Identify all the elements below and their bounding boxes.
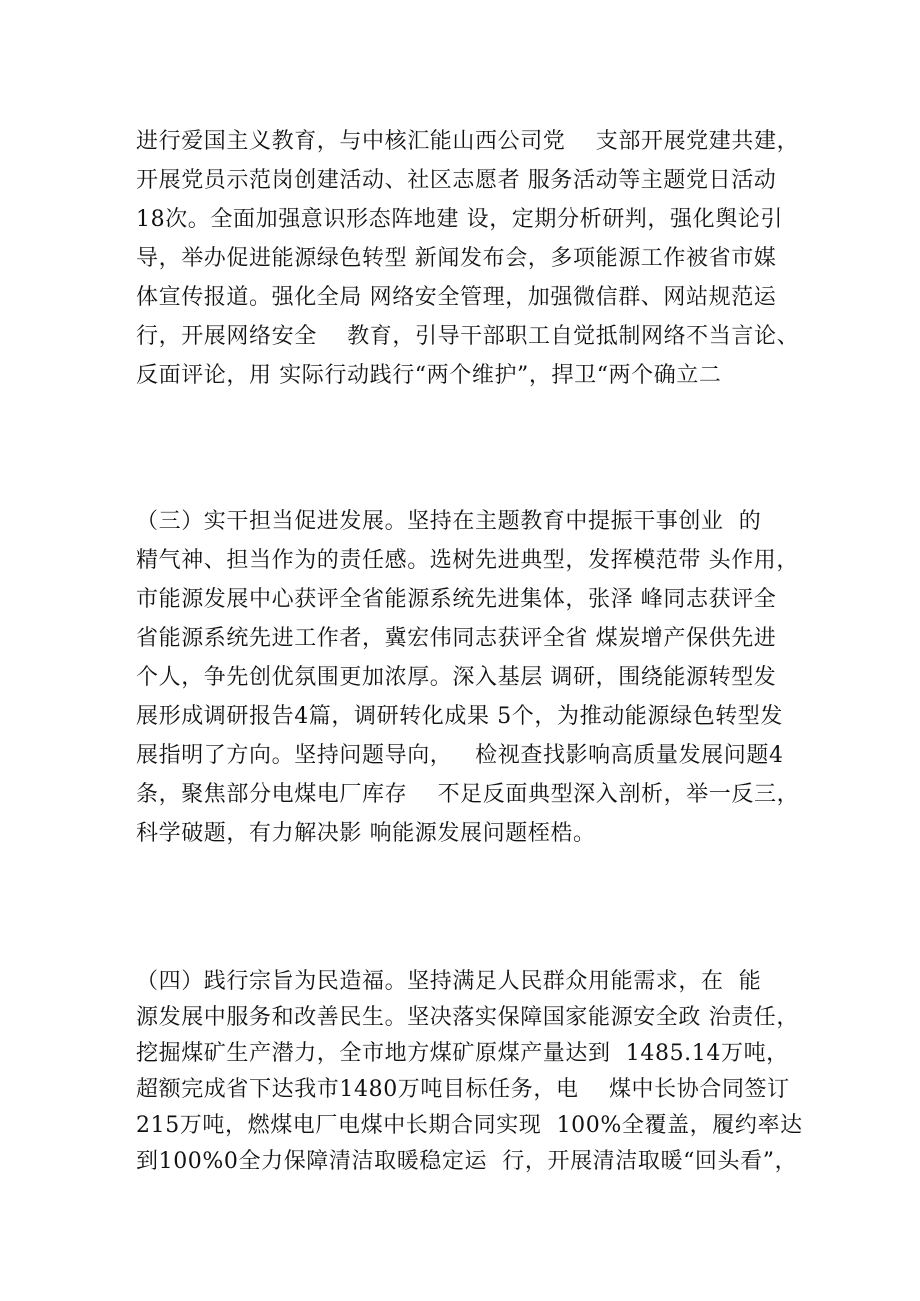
section-heading-line: （三）实干担当促进发展。坚持在主题教育中提振干事创业 的: [136, 509, 762, 534]
text-line: 超额完成省下达我市1480万吨目标任务，电 煤中长协合同签订: [136, 1077, 790, 1102]
text-line: 体宣传报道。强化全局 网络安全管理，加强微信群、网站规范运: [136, 285, 777, 310]
text-line: 个人，争先创优氛围更加浓厚。深入基层 调研，围绕能源转型发: [136, 665, 777, 690]
text-line: 市能源发展中心获评全省能源系统先进集体，张泽 峰同志获评全: [136, 587, 777, 612]
text-line: 行，开展网络安全 教育，引导干部职工自觉抵制网络不当言论、: [136, 324, 800, 349]
text-line: 导，举办促进能源绿色转型 新闻发布会，多项能源工作被省市媒: [136, 246, 777, 271]
paragraph-party-building: [136, 122, 806, 395]
section-heading-line: （四）践行宗旨为民造福。坚持满足人民群众用能需求，在 能: [136, 969, 762, 994]
text-line: 进行爱国主义教育，与中核汇能山西公司党 支部开展党建共建，: [136, 129, 800, 154]
text-line: 开展党员示范岗创建活动、社区志愿者 服务活动等主题党日活动: [136, 168, 777, 193]
text-line: 科学破题，有力解决影 响能源发展问题桎梏。: [136, 821, 596, 846]
text-line: 精气神、担当作为的责任感。选树先进典型，发挥模范带 头作用，: [136, 548, 799, 573]
text-line: 展指明了方向。坚持问题导向， 检视查找影响高质量发展问题4: [136, 743, 784, 768]
text-line: 到100%0全力保障清洁取暖稳定运 行，开展清洁取暖“回头看”，: [136, 1149, 798, 1174]
text-line: 省能源系统先进工作者，冀宏伟同志获评全省 煤炭增产保供先进: [136, 626, 777, 651]
paragraph-section-three: [136, 502, 806, 853]
text-line: 展形成调研报告4篇，调研转化成果 5个，为推动能源绿色转型发: [136, 704, 783, 729]
text-line: 挖掘煤矿生产潜力，全市地方煤矿原煤产量达到 1485.14万吨，: [136, 1041, 789, 1066]
text-line: 条，聚焦部分电煤电厂库存 不足反面典型深入剖析，举一反三，: [136, 782, 800, 807]
text-line: 18次。全面加强意识形态阵地建 设，定期分析研判，强化舆论引: [136, 207, 783, 232]
text-line: 源发展中服务和改善民生。坚决落实保障国家能源安全政 治责任，: [136, 1005, 799, 1030]
paragraph-section-four: [136, 964, 806, 1180]
text-line: 215万吨，燃煤电厂电煤中长期合同实现 100%全覆盖，履约率达: [136, 1113, 803, 1138]
text-line: 反面评论，用 实际行动践行“两个维护”，捍卫“两个确立二: [136, 363, 722, 388]
